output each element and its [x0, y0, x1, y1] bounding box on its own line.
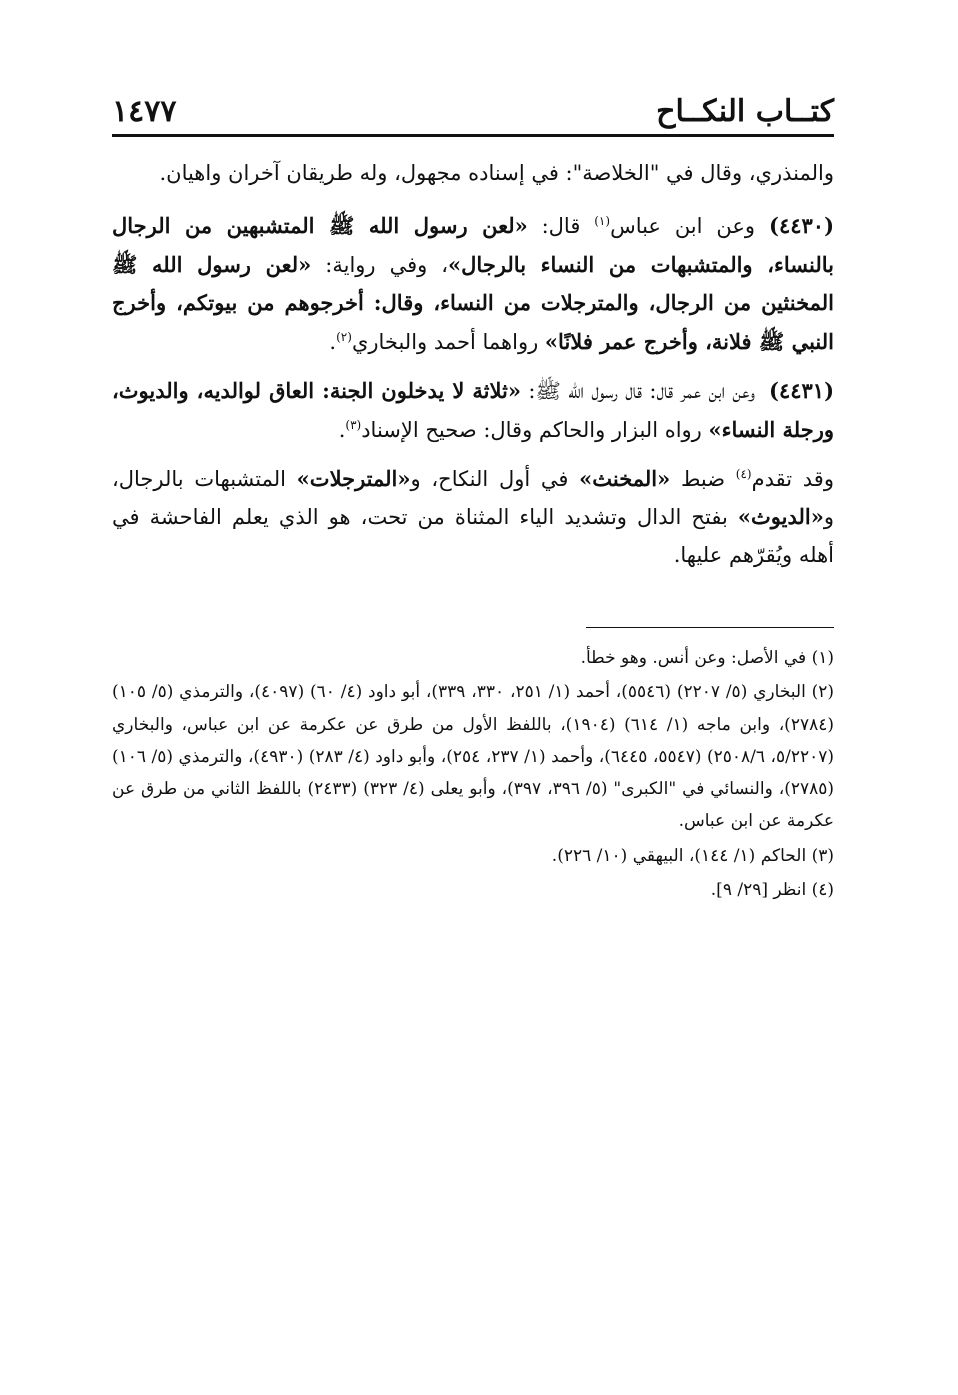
- hadith-text: .: [329, 330, 337, 355]
- hadith-quote: «ثلاثة لا يدخلون الجنة: العاق لوالديه، والديوث، ورجلة النساء»: [112, 377, 834, 442]
- hadith-text: قال:: [527, 213, 595, 238]
- hadith-text: .: [338, 417, 346, 442]
- paragraph-commentary: [112, 460, 834, 575]
- commentary-text: بفتح الدال وتشديد الياء المثناة من تحت، هو الذي يعلم الفاحشة في أهله ويُقرّهم عليها.: [112, 505, 834, 568]
- term: «المخنث»: [579, 465, 671, 491]
- hadith-quote: «لعن رسول الله ﷺ المخنثين من الرجال، والمترجلات من النساء، وقال: أخرجوهم من بيوتكم، وأخرج النبي ﷺ فلانة، وأخرج عمر فلانًا»: [112, 251, 834, 355]
- commentary-text: ضبط: [670, 466, 736, 491]
- commentary-text: وقد تقدم: [751, 466, 834, 491]
- hadith-text: رواهما أحمد والبخاري: [351, 330, 545, 355]
- hadith-text: وعن ابن عباس: [610, 213, 756, 238]
- hadith-number: (٤٤٣١): [769, 377, 834, 403]
- main-text: [112, 155, 834, 575]
- hadith-text: ، وفي رواية:: [311, 252, 449, 277]
- footnote-4: (٤) انظر [٢٩/ ٩].: [710, 880, 834, 901]
- footnote-ref: (٣): [345, 417, 362, 432]
- commentary-text: المتشبهات بالرجال، و: [112, 466, 834, 530]
- hadith-4431: [112, 372, 834, 450]
- footnote-ref: (١): [594, 213, 611, 228]
- footnote-2: (٢) البخاري (٥/ ٢٢٠٧) (٥٥٤٦)، أحمد (١/ ٢٥١، ٣٣٠، ٣٣٩)، أبو داود (٤/ ٦٠) (٤٠٩٧)، والترمذي (٥/ ١٠٥) (٢٧٨٤)، وابن ماجه (١/ ٦١٤) (١٩٠٤)، باللفظ الأول من طرق عن عكرمة عن ابن عباس، والبخاري (٥/٢٢٠٧، ٢٥٠٨/٦) (٥٥٤٧، ٦٤٤٥)، وأحمد (١/ ٢٣٧، ٢٥٤)، وأبو داود (٤/ ٢٨٣) (٤٩٣٠)، والترمذي (٥/ ١٠٦) (٢٧٨٥)، والنسائي في "الكبرى" (٥/ ٣٩٦، ٣٩٧)، وأبو يعلى (٤/ ٣٢٣) (٢٤٣٣) باللفظ الثاني من طرق عن عكرمة عن ابن عباس.: [112, 682, 835, 832]
- hadith-text: وعن ابن عمر قال: قال رسول الله ﷺ:: [521, 378, 755, 403]
- paragraph-intro: والمنذري، وقال في "الخلاصة": في إسناده مجهول، وله طريقان آخران واهيان.: [159, 161, 834, 185]
- page-header: [112, 88, 834, 137]
- footnote-1: (١) في الأصل: وعن أنس. وهو خطأ.: [580, 647, 834, 668]
- footnotes: [112, 642, 834, 906]
- footnote-3: (٣) الحاكم (١/ ١٤٤)، البيهقي (١٠/ ٢٢٦).: [551, 845, 834, 866]
- footnote-ref: (٤): [735, 466, 752, 481]
- hadith-text: رواه البزار والحاكم وقال: صحيح الإسناد: [361, 417, 709, 442]
- commentary-text: في أول النكاح، و: [410, 466, 580, 491]
- book-title: كتــاب النكــاح: [656, 94, 834, 129]
- footnote-ref: (٢): [336, 330, 352, 345]
- term: «الديوث»: [737, 504, 824, 530]
- footnote-divider: [586, 627, 834, 628]
- page-number: ١٤٧٧: [112, 94, 177, 129]
- page: [112, 88, 834, 908]
- hadith-4430: [112, 207, 834, 362]
- hadith-quote: «لعن رسول الله ﷺ المتشبهين من الرجال بالنساء، والمتشبهات من النساء بالرجال»: [112, 212, 834, 277]
- term: «المترجلات»: [296, 465, 411, 491]
- hadith-number: (٤٤٣٠): [769, 212, 835, 238]
